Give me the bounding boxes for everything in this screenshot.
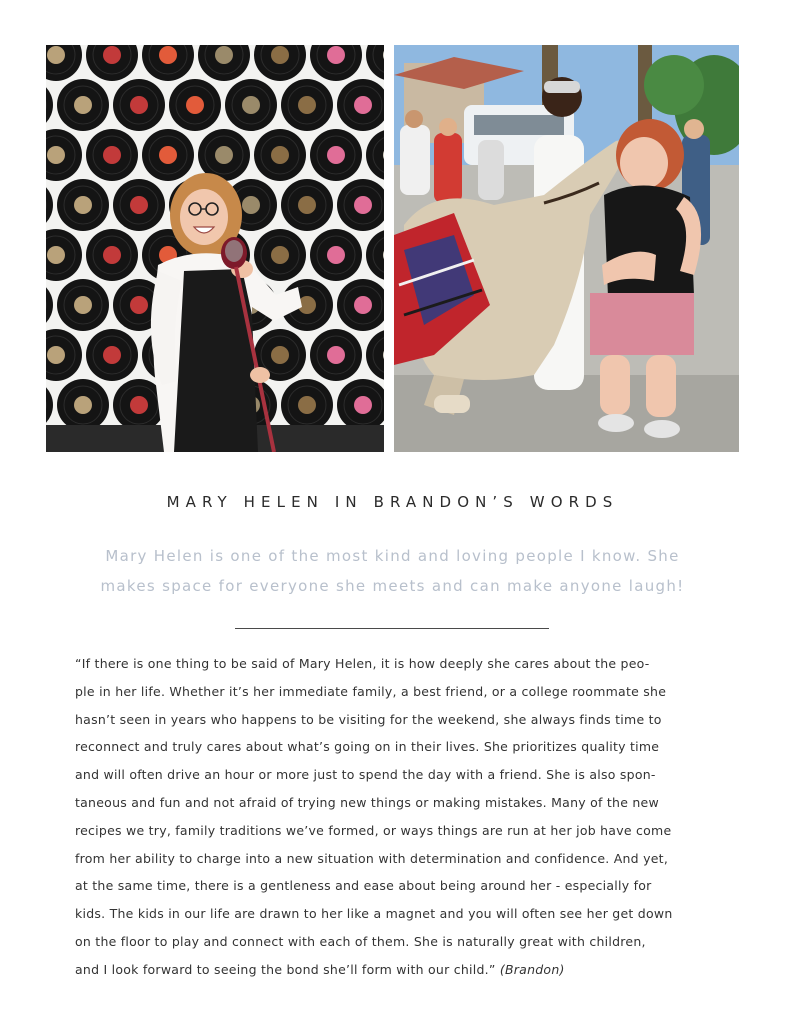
vinyl-label [159, 46, 177, 64]
camel-photo [394, 45, 739, 452]
vinyl-label [271, 346, 289, 364]
vinyl-label [242, 96, 260, 114]
vinyl-label [186, 96, 204, 114]
vinyl-label [298, 196, 316, 214]
vinyl-label [271, 46, 289, 64]
body-line: at the same time, there is a gentleness and ease about being around her - especially for [75, 878, 652, 894]
vinyl-label [327, 346, 345, 364]
body-line: taneous and fun and not afraid of trying new things or making mistakes. Many of the new [75, 794, 659, 810]
vinyl-label [130, 96, 148, 114]
vinyl-label [47, 146, 65, 164]
vinyl-label [47, 46, 65, 64]
body-line: from her ability to charge into a new situation with determination and confidence. And yet, [75, 850, 669, 866]
body-line: ple in her life. Whether it’s her immediate family, a best friend, or a college roommate she [75, 683, 667, 699]
vinyl-label [74, 196, 92, 214]
vinyl-label [103, 46, 121, 64]
body-line: hasn’t seen in years who happens to be visiting for the weekend, she always finds time to [75, 711, 662, 727]
vinyl-label [130, 296, 148, 314]
vinyl-label [354, 396, 372, 414]
vinyl-label [242, 196, 260, 214]
vinyl-label [130, 196, 148, 214]
vinyl-label [327, 146, 345, 164]
vinyl-label [74, 96, 92, 114]
body-line: kids. The kids in our life are drawn to her like a magnet and you will often see her get down [75, 906, 673, 922]
vinyl-label [47, 246, 65, 264]
vinyl-label [298, 96, 316, 114]
vinyl-label [354, 196, 372, 214]
vinyl-label [271, 146, 289, 164]
vinyl-label [215, 146, 233, 164]
pull-quote [60, 541, 725, 601]
record-wall-illustration [46, 45, 384, 452]
camel-illustration [394, 45, 739, 452]
vinyl-label [74, 396, 92, 414]
testimonial-body [75, 650, 715, 984]
vinyl-label [103, 246, 121, 264]
record-wall-photo [46, 45, 384, 452]
vinyl-label [271, 246, 289, 264]
body-line: recipes we try, family traditions we’ve formed, or ways things are run at her job have come [75, 822, 672, 838]
vinyl-label [354, 96, 372, 114]
attribution: (Brandon) [499, 961, 565, 977]
vinyl-label [354, 296, 372, 314]
body-line: “If there is one thing to be said of Mary Helen, it is how deeply she cares about the peo- [75, 656, 650, 671]
body-line: on the floor to play and connect with each of them. She is naturally great with children, [75, 933, 646, 949]
vinyl-label [74, 296, 92, 314]
pull-quote-line: makes space for everyone she meets and can make anyone laugh! [100, 577, 685, 595]
divider [235, 628, 549, 629]
vinyl-label [103, 346, 121, 364]
vinyl-label [327, 46, 345, 64]
vinyl-label [47, 346, 65, 364]
vinyl-label [103, 146, 121, 164]
body-line: and will often drive an hour or more just to spend the day with a friend. She is also spon- [75, 767, 656, 783]
section-heading: MARY HELEN IN BRANDON’S WORDS [166, 493, 619, 511]
vinyl-label [159, 146, 177, 164]
body-line: and I look forward to seeing the bond she’ll form with our child.” [75, 961, 496, 977]
pull-quote-line: Mary Helen is one of the most kind and loving people I know. She [105, 547, 680, 565]
vinyl-label [130, 396, 148, 414]
body-last-line [75, 956, 715, 984]
vinyl-label [298, 396, 316, 414]
vinyl-label [215, 46, 233, 64]
vinyl-label [327, 246, 345, 264]
body-line: reconnect and truly cares about what’s going on in their lives. She prioritizes quality time [75, 739, 660, 755]
